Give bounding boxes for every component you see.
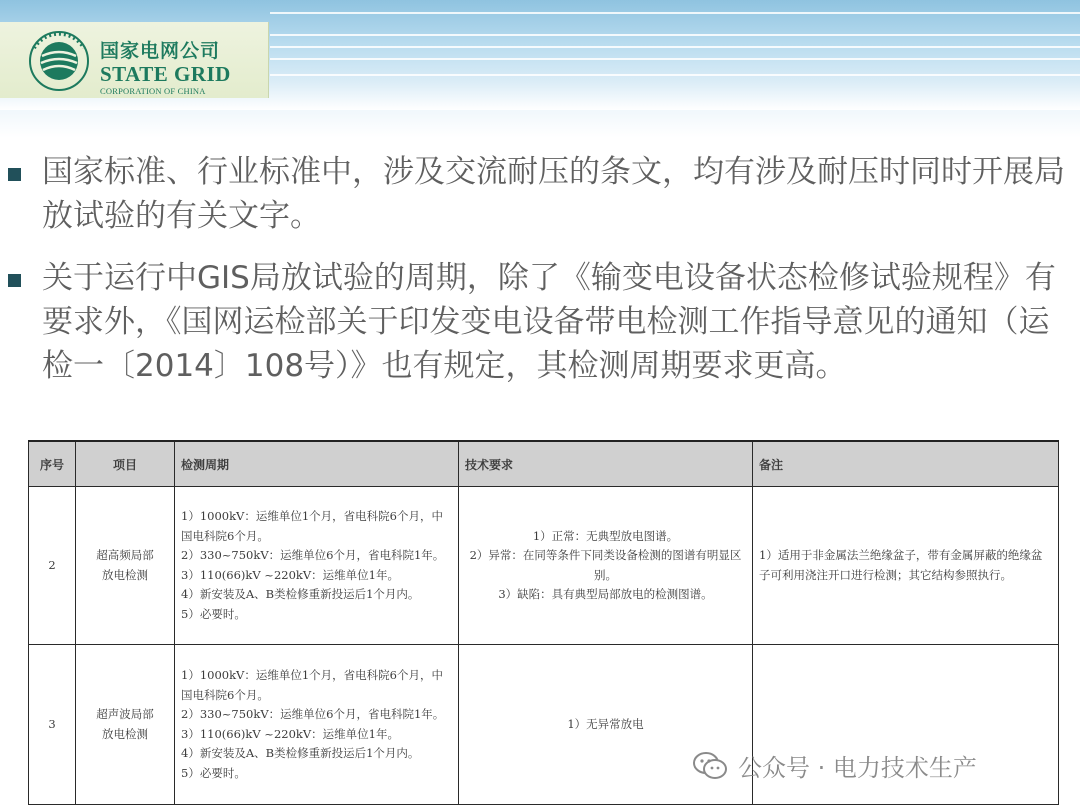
requirement-line: 1）无异常放电 [567,716,644,731]
period-line: 2）330~750kV：运维单位6个月，省电科院1年。 [181,548,445,562]
period-line: 5）必要时。 [181,765,246,780]
row-period [175,487,459,645]
header-requirement: 技术要求 [459,441,753,487]
logo-chinese-name: 国家电网公司 [100,40,221,62]
period-line: 1）1000kV：运维单位1个月，省电科院6个月，中国电科院6个月。 [181,668,443,702]
requirement-line: 3）缺陷：具有典型局部放电的检测图谱。 [498,587,713,601]
header-item: 项目 [76,441,175,487]
row-item [76,645,175,805]
logo-subtitle: CORPORATION OF CHINA [100,86,206,96]
header-stripe [270,58,1080,60]
table-header-row [29,441,1059,487]
header-period: 检测周期 [175,441,459,487]
wechat-icon [692,751,728,781]
state-grid-logo [0,22,269,98]
row-requirement [459,487,753,645]
row-item [76,487,175,645]
row-number: 2 [29,487,76,645]
watermark [692,748,977,783]
header-stripe [270,74,1080,76]
header-stripe [270,34,1080,36]
item-line: 放电检测 [102,567,148,582]
state-grid-globe-icon [28,28,90,94]
period-line: 2）330~750kV：运维单位6个月，省电科院1年。 [181,707,445,721]
header-stripe [270,12,1080,14]
period-line: 4）新安装及A、B类检修重新投运后1个月内。 [181,746,420,760]
header-note: 备注 [753,441,1059,487]
header-stripe [270,46,1080,48]
header-num: 序号 [29,441,76,487]
watermark-text: 公众号 · 电力技术生产 [738,754,977,782]
period-line: 4）新安装及A、B类检修重新投运后1个月内。 [181,587,420,601]
bullet-text: 关于运行中GIS局放试验的周期，除了《输变电设备状态检修试验规程》有要求外，《国网运检部关于印发变电设备带电检测工作指导意见的通知（运检一〔2014〕108号）》也有规定，其检测周期要求更高。 [42,260,1056,384]
item-line: 超声波局部 [96,707,154,721]
logo-english-name: STATE GRID [100,62,231,86]
table-row [29,487,1059,645]
period-line: 1）1000kV：运维单位1个月，省电科院6个月，中国电科院6个月。 [181,509,443,543]
requirement-line: 1）正常：无典型放电图谱。 [532,528,679,543]
item-line: 放电检测 [102,726,148,741]
item-line: 超高频局部 [96,548,154,562]
row-note: 1）适用于非金属法兰绝缘盆子，带有金属屏蔽的绝缘盆子可利用浇注开口进行检测；其它结构参照执行。 [753,487,1059,645]
bullet-square-icon [8,274,21,287]
bullet-square-icon [8,168,21,181]
period-line: 5）必要时。 [181,606,246,621]
bullet-text: 国家标准、行业标准中，涉及交流耐压的条文，均有涉及耐压时同时开展局放试验的有关文字。 [42,154,1065,234]
period-line: 3）110(66)kV ~220kV：运维单位1年。 [181,726,399,741]
period-line: 3）110(66)kV ~220kV：运维单位1年。 [181,567,399,582]
row-number: 3 [29,645,76,805]
row-period [175,645,459,805]
requirement-line: 2）异常：在同等条件下同类设备检测的图谱有明显区别。 [469,548,742,582]
